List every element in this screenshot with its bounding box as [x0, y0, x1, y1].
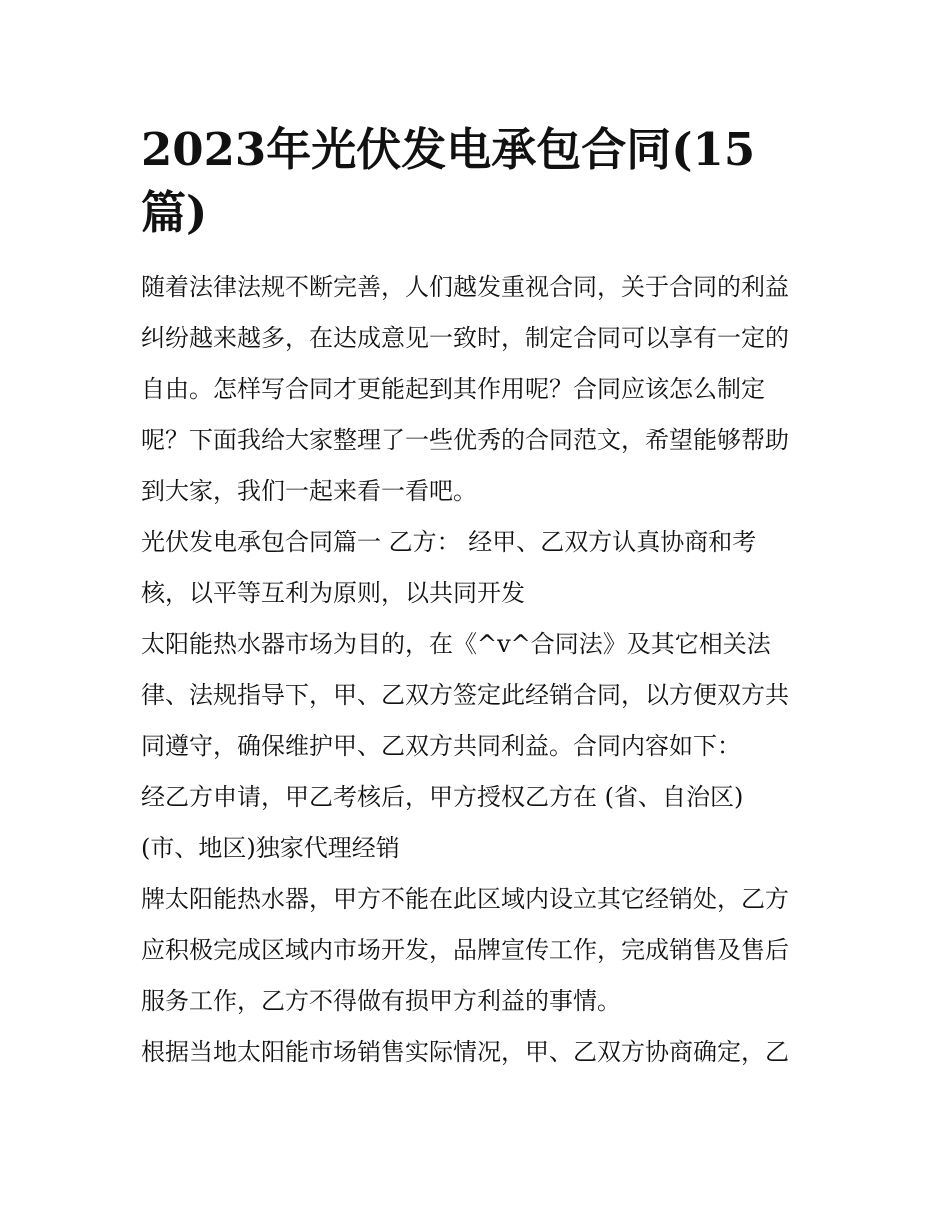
- document-page: [141, 118, 816, 1078]
- contract-paragraph-2: 太阳能热水器市场为目的，在《^v^合同法》及其它相关法 律、法规指导下，甲、乙双方签定此经销合同，以方便双方共 同遵守，确保维护甲、乙双方共同利益。合同内容如下：: [141, 630, 789, 760]
- intro-paragraph: 随着法律法规不断完善，人们越发重视合同，关于合同的利益 纠纷越来越多，在达成意见一致时，制定合同可以享有一定的 自由。怎样写合同才更能起到其作用呢？合同应该怎么制定 呢？下面我给大家整理了一些优秀的合同范文，希望能够帮助 到大家，我们一起来看一看吧。: [141, 273, 789, 505]
- document-title: 2023年光伏发电承包合同(15 篇): [141, 123, 756, 239]
- contract-paragraph-4: 牌太阳能热水器，甲方不能在此区域内设立其它经销处，乙方 应积极完成区域内市场开发，品牌宣传工作，完成销售及售后 服务工作，乙方不得做有损甲方利益的事情。: [141, 885, 789, 1015]
- contract-paragraph-3: 经乙方申请，甲乙考核后，甲方授权乙方在 (省、自治区) (市、地区)独家代理经销: [141, 783, 744, 862]
- contract-paragraph-5: 根据当地太阳能市场销售实际情况，甲、乙双方协商确定，乙: [141, 1038, 789, 1066]
- contract-paragraph-1: 光伏发电承包合同篇一 乙方： 经甲、乙双方认真协商和考 核，以平等互利为原则，以共同开发: [141, 528, 757, 607]
